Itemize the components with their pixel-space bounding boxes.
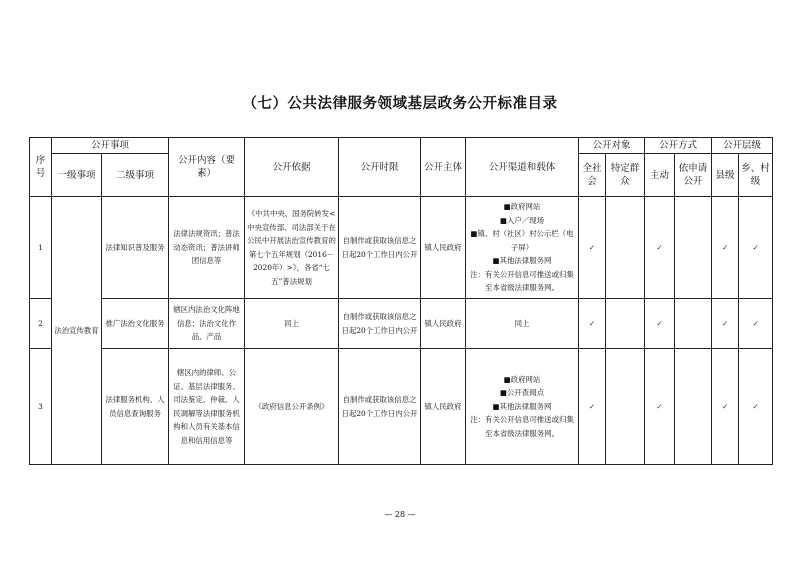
row-number: 2 xyxy=(30,299,52,349)
content-cell: 辖区内的律师、公证、基层法律服务、司法鉴定、仲裁、人民调解等法律服务机构和人员有关基本信息和信用信息等 xyxy=(169,349,245,465)
channels-cell xyxy=(466,299,579,349)
table-row xyxy=(30,197,773,299)
time-limit-cell: 自制作或获取该信息之日起20个工作日内公开 xyxy=(339,349,421,465)
check-mark: ✓ xyxy=(645,349,675,465)
check-mark: ✓ xyxy=(712,299,739,349)
time-limit-cell: 自制作或获取该信息之日起20个工作日内公开 xyxy=(339,197,421,299)
content-cell: 法律法规资讯；普法动态资讯；普法讲师团信息等 xyxy=(169,197,245,299)
check-mark: ✓ xyxy=(739,197,773,299)
channel-line: ■政府网站 xyxy=(503,202,541,212)
channels-cell xyxy=(466,349,579,465)
basis-cell: 同上 xyxy=(245,299,339,349)
table-row xyxy=(30,299,773,349)
header-subject: 公开主体 xyxy=(421,138,466,197)
basis-cell: 《政府信息公开条例》 xyxy=(245,349,339,465)
header-layer: 公开层级 xyxy=(712,138,773,154)
basis-cell: 《中共中央、国务院转发<中央宣传部、司法部关于在公民中开展法治宣传教育的第七个五年规划（2016－2020年）>》，各省“七五”普法规划 xyxy=(245,197,339,299)
channel-line: ■政府网站 xyxy=(503,374,541,384)
check-mark: ✓ xyxy=(645,197,675,299)
page-number: — 28 — xyxy=(384,510,416,519)
check-mark: ✓ xyxy=(579,197,606,299)
channel-line: ■公开查阅点 xyxy=(500,388,544,398)
level2-item: 推广法治文化服务 xyxy=(102,299,169,349)
row-number: 1 xyxy=(30,197,52,299)
channel-note: 注：有关公开信息可推送或归集至本省级法律服务网。 xyxy=(470,415,574,438)
subject-cell: 镇人民政府 xyxy=(421,349,466,465)
header-basis: 公开依据 xyxy=(245,138,339,197)
channel-line: ■其他法律服务网 xyxy=(492,256,552,266)
header-level1: 一级事项 xyxy=(52,154,102,197)
content-cell: 辖区内法治文化阵地信息；法治文化作品、产品 xyxy=(169,299,245,349)
check-mark: ✓ xyxy=(739,349,773,465)
header-content: 公开内容（要素） xyxy=(169,138,245,197)
channel-line: ■其他法律服务网 xyxy=(492,401,552,411)
page-title: （七）公共法律服务领域基层政务公开标准目录 xyxy=(242,96,558,112)
check-mark: ✓ xyxy=(579,349,606,465)
header-active: 主动 xyxy=(645,154,675,197)
level1-item: 法治宣传教育 xyxy=(52,197,102,465)
header-public-items: 公开事项 xyxy=(52,138,169,154)
subject-cell: 镇人民政府 xyxy=(421,299,466,349)
header-serial: 序号 xyxy=(30,138,52,197)
header-county: 县级 xyxy=(712,154,739,197)
channel-line: ■镇、村（社区）村公示栏（电子屏） xyxy=(470,229,574,252)
time-limit-cell: 自制作或获取该信息之日起20个工作日内公开 xyxy=(339,299,421,349)
level2-item: 法律知识普及服务 xyxy=(102,197,169,299)
header-target: 公开对象 xyxy=(579,138,645,154)
check-mark: ✓ xyxy=(739,299,773,349)
header-whole-society: 全社会 xyxy=(579,154,606,197)
header-township-village: 乡、村级 xyxy=(739,154,773,197)
subject-cell: 镇人民政府 xyxy=(421,197,466,299)
table-row xyxy=(30,349,773,465)
header-on-request: 依申请公开 xyxy=(675,154,712,197)
check-mark: ✓ xyxy=(712,197,739,299)
channel-line: 同上 xyxy=(514,318,530,328)
check-mark: ✓ xyxy=(712,349,739,465)
check-mark: ✓ xyxy=(645,299,675,349)
header-specific-groups: 特定群众 xyxy=(606,154,645,197)
row-number: 3 xyxy=(30,349,52,465)
catalog-table xyxy=(29,137,773,465)
header-method: 公开方式 xyxy=(645,138,712,154)
check-mark: ✓ xyxy=(579,299,606,349)
channel-note: 注：有关公开信息可推送或归集至本省级法律服务网。 xyxy=(470,269,574,293)
channel-line: ■入户／现场 xyxy=(500,215,544,225)
header-time-limit: 公开时限 xyxy=(339,138,421,197)
level2-item: 法律服务机构、人员信息查询服务 xyxy=(102,349,169,465)
header-level2: 二级事项 xyxy=(102,154,169,197)
header-channels: 公开渠道和载体 xyxy=(466,138,579,197)
channels-cell xyxy=(466,197,579,299)
